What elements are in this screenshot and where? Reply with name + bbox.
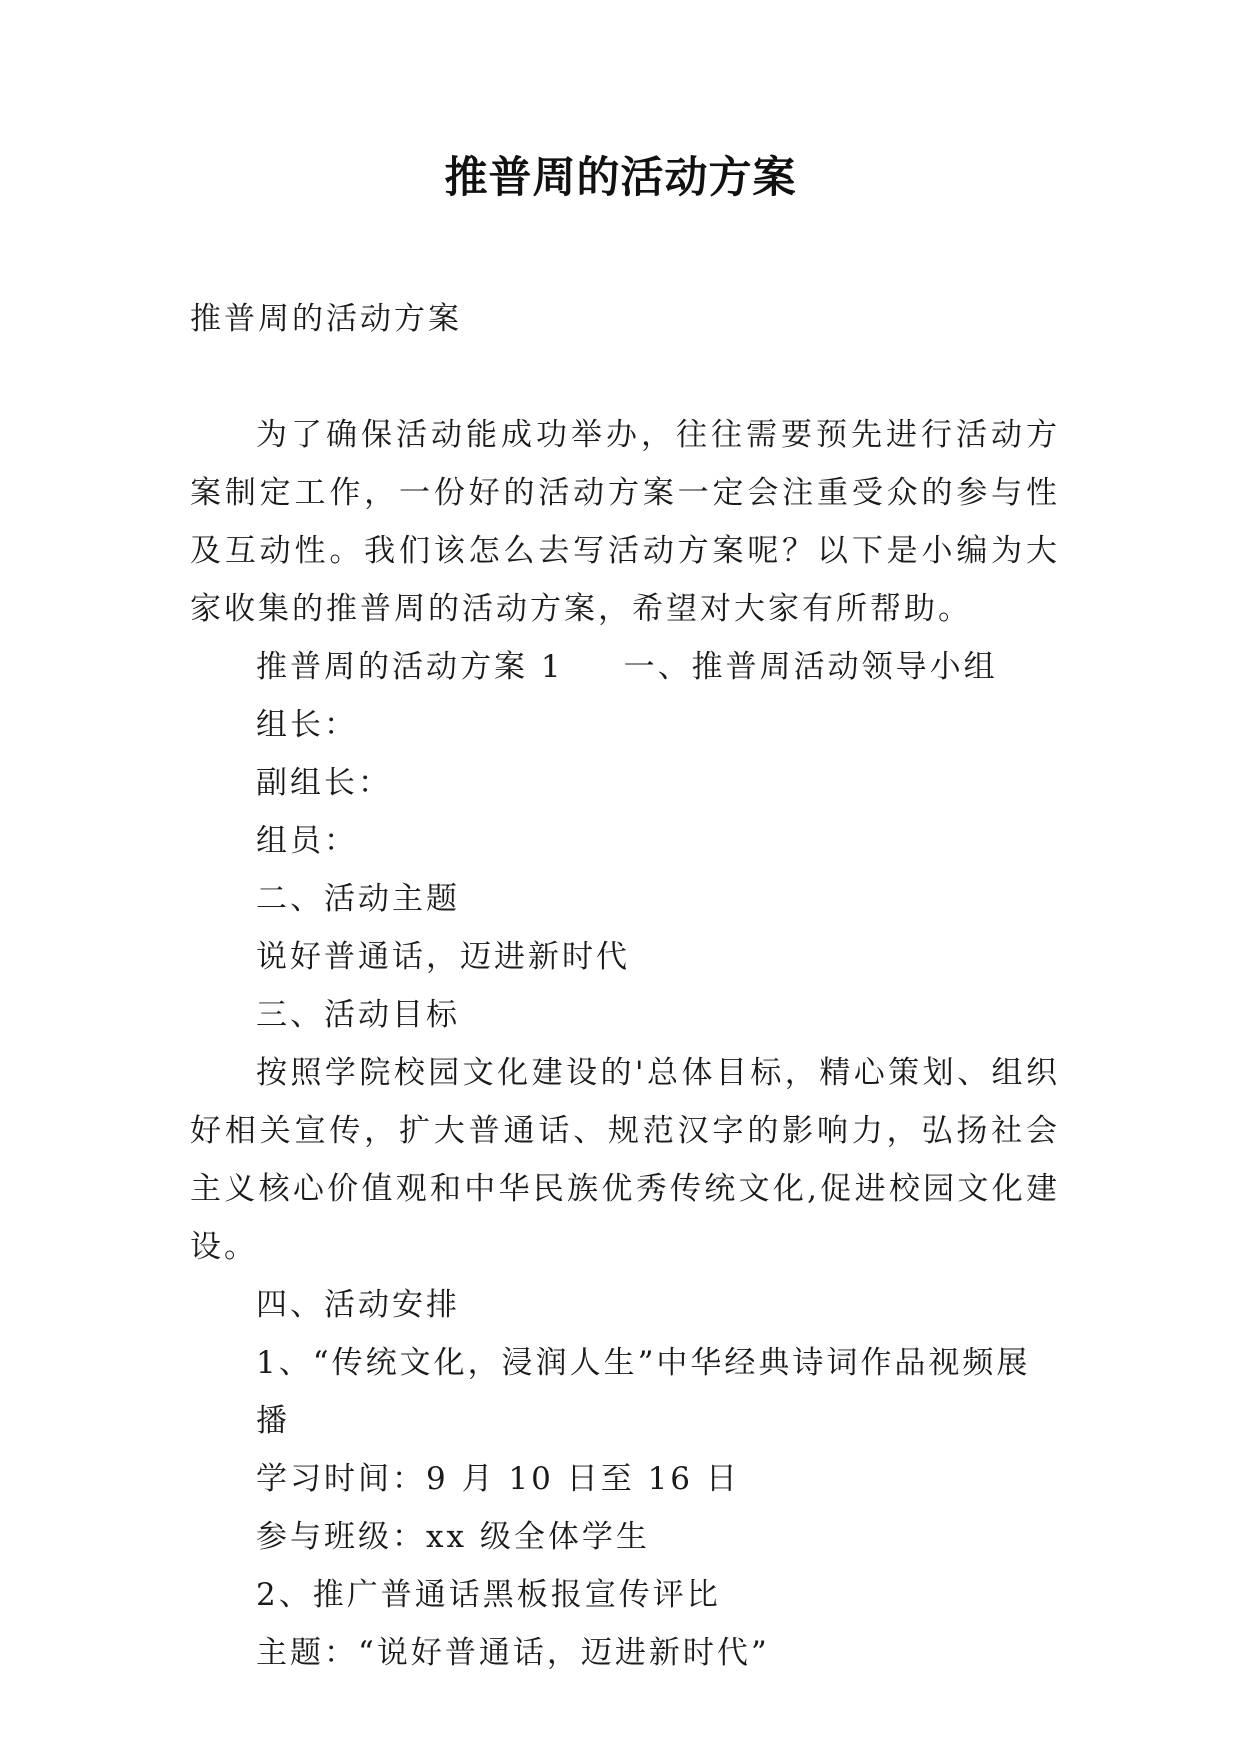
goal-heading: 三、活动目标	[256, 997, 460, 1033]
arrangement-item-1-time: 学习时间：9 月 10 日至 16 日	[256, 1461, 740, 1497]
document-subtitle: 推普周的活动方案	[190, 301, 462, 337]
arrangement-heading: 四、活动安排	[256, 1287, 460, 1323]
theme-text: 说好普通话，迈进新时代	[256, 939, 630, 975]
section1-heading-line	[190, 638, 1060, 696]
goal-paragraph: 按照学院校园文化建设的'总体目标，精心策划、组织好相关宣传，扩大普通话、规范汉字的影响力，弘扬社会主义核心价值观和中华民族优秀传统文化,促进校园文化建设。	[190, 1055, 1060, 1265]
deputy-leader-line: 副组长：	[256, 765, 392, 801]
theme-heading: 二、活动主题	[256, 881, 460, 917]
document-title: 推普周的活动方案	[444, 153, 797, 203]
arrangement-item-1-classes: 参与班级：xx 级全体学生	[256, 1519, 650, 1555]
members-line: 组员：	[256, 823, 358, 859]
section1-heading-a: 推普周的活动方案 1	[256, 649, 564, 685]
arrangement-item-2-theme: 主题：“说好普通话，迈进新时代”	[256, 1635, 770, 1671]
arrangement-item-2: 2、推广普通话黑板报宣传评比	[256, 1577, 721, 1613]
document-body	[190, 290, 1060, 1682]
intro-paragraph: 为了确保活动能成功举办，往往需要预先进行活动方案制定工作，一份好的活动方案一定会注重受众的参与性及互动性。我们该怎么去写活动方案呢？以下是小编为大家收集的推普周的活动方案，希望对大家有所帮助。	[190, 417, 1060, 627]
section1-heading-b: 一、推普周活动领导小组	[623, 649, 998, 685]
leader-line: 组长：	[256, 707, 358, 743]
arrangement-item-1: 1、“传统文化，浸润人生”中华经典诗词作品视频展播	[256, 1345, 1031, 1439]
